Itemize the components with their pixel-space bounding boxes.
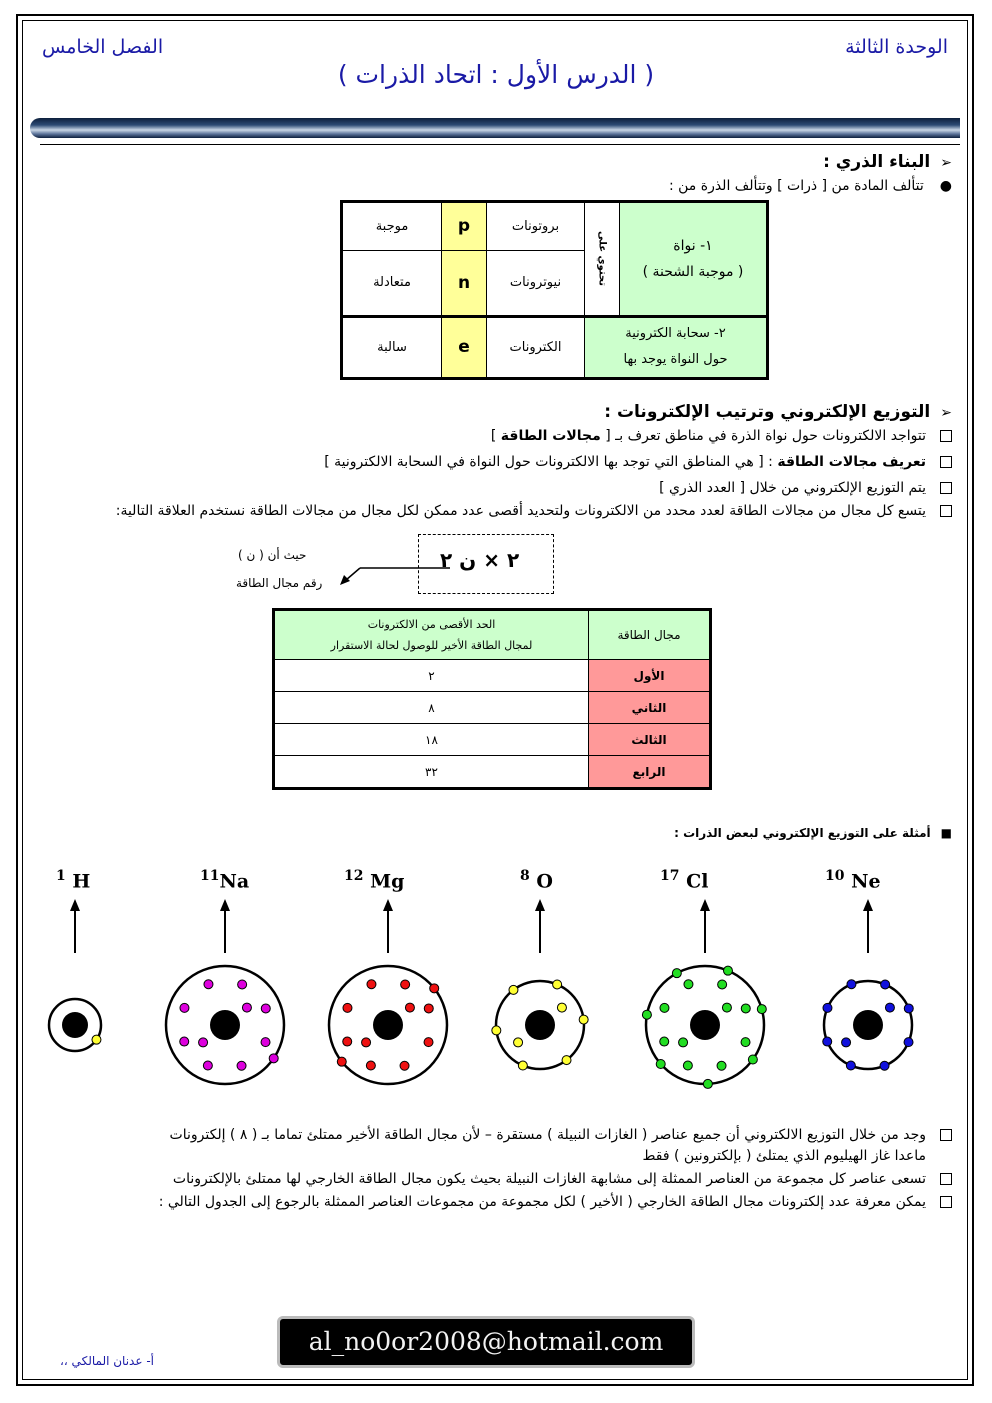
nucleus-contents-label: تحتوي على (596, 231, 608, 287)
electron (180, 1003, 189, 1012)
nucleus-cell (620, 202, 768, 317)
distribution-heading: ➢التوزيع الإلكتروني وترتيب الإلكترونات : (604, 402, 952, 422)
electron (553, 980, 562, 989)
nucleus (373, 1010, 403, 1040)
element-label-cl: $^{17}$ Cl (660, 868, 709, 893)
electron (660, 1037, 669, 1046)
particle-charge: متعادلة (342, 250, 442, 316)
electron (722, 1003, 731, 1012)
pointer-arrow-head-icon (383, 899, 393, 911)
particle-name: بروتونات (487, 202, 585, 251)
particle-charge: موجبة (342, 202, 442, 251)
pointer-arrow-head-icon (700, 899, 710, 911)
electron (579, 1015, 588, 1024)
electron (672, 969, 681, 978)
nucleus (690, 1010, 720, 1040)
level-name: الأول (589, 660, 711, 692)
pointer-arrow-head-icon (535, 899, 545, 911)
electron (557, 1003, 566, 1012)
arrow-bullet-icon: ➢ (940, 155, 952, 171)
level-max: ٣٢ (274, 756, 589, 789)
electron (723, 966, 732, 975)
checkbox-bullet-icon (940, 505, 952, 517)
electron (683, 1061, 692, 1070)
electron (703, 1079, 712, 1088)
nucleus-contents-cell (585, 202, 620, 317)
element-label-mg: $^{12}$ Mg (344, 868, 405, 893)
electron (660, 1003, 669, 1012)
electron (757, 1005, 766, 1014)
electron (337, 1057, 346, 1066)
electron (748, 1055, 757, 1064)
energy-levels-table (272, 608, 712, 790)
electron (679, 1038, 688, 1047)
electron (367, 980, 376, 989)
electron (904, 1004, 913, 1013)
electron (238, 980, 247, 989)
particle-name: نيوترونات (487, 250, 585, 316)
definition-term: تعريف مجالات الطاقة (777, 454, 926, 470)
author-credit: أ- عدنان المالكي ،، (60, 1354, 154, 1368)
formula-note-2: رقم مجال الطاقة (236, 576, 323, 590)
electron (92, 1035, 101, 1044)
nucleus (525, 1010, 555, 1040)
particle-symbol: n (442, 250, 487, 316)
formula-arrow-icon (330, 560, 460, 590)
atomic-structure-intro: ●تتألف المادة من [ ذرات ] وتتألف الذرة من : (668, 178, 952, 194)
electron (718, 980, 727, 989)
max-header-line-1: الحد الأقصى من الالكترونات (367, 618, 496, 631)
element-label-h: $^1$ H (56, 868, 91, 893)
element-label-ne: $^{10}$ Ne (825, 868, 881, 893)
distribution-line-4: يتسع كل مجال من مجالات الطاقة لعدد محدد من الالكترونات ولتحديد أقصى عدد ممكن لكل مجال من مجالات الطاقة نستخدم العلاقة التالية: (116, 503, 952, 519)
electron (261, 1038, 270, 1047)
checkbox-bullet-icon (940, 1129, 952, 1141)
electron (823, 1003, 832, 1012)
electron (366, 1061, 375, 1070)
electron (562, 1056, 571, 1065)
level-max: ٢ (274, 660, 589, 692)
electron (904, 1038, 913, 1047)
atom-components-table (340, 200, 769, 380)
checkbox-bullet-icon (940, 1173, 952, 1185)
level-max: ٨ (274, 692, 589, 724)
nucleus-label: ١- نواة (673, 237, 713, 254)
checkbox-bullet-icon (940, 430, 952, 442)
electron (362, 1038, 371, 1047)
electron (203, 1061, 212, 1070)
level-column-header: مجال الطاقة (589, 610, 711, 660)
element-label-o: $^8$ O (520, 868, 553, 893)
formula-note-1: حيث أن ( ن ) (238, 548, 307, 562)
arrow-bullet-icon: ➢ (940, 405, 952, 421)
electron (261, 1004, 270, 1013)
level-name: الثالث (589, 724, 711, 756)
atom-diagrams (0, 895, 992, 1095)
unit-title: الوحدة الثالثة (845, 36, 948, 58)
checkbox-bullet-icon (940, 456, 952, 468)
nucleus (853, 1010, 883, 1040)
note-1-line-1: وجد من خلال التوزيع الالكتروني أن جميع عناصر ( الغازات النبيلة ) مستقرة – لأن مجال الطاقة الأخير ممتلئ تماما بـ ( ٨ ) إلكترونات (170, 1127, 952, 1143)
electron (180, 1037, 189, 1046)
electron-cloud-cell (585, 316, 768, 378)
electron (400, 1061, 409, 1070)
electron (717, 1061, 726, 1070)
particle-charge: سالبة (342, 316, 442, 378)
electron (430, 984, 439, 993)
electron (401, 980, 410, 989)
electron (424, 1004, 433, 1013)
note-1-line-2: ماعدا غاز الهيليوم الذي يمتلئ ( بإلكترونين ) فقط (642, 1148, 926, 1164)
particle-symbol: e (442, 316, 487, 378)
cloud-line-1: ٢- سحابة الكترونية (625, 326, 726, 342)
distribution-line-2: تعريف مجالات الطاقة : [ هي المناطق التي توجد بها الالكترونات حول النواة في السحابة الالكترونية ] (324, 454, 952, 470)
cloud-line-2: حول النواة يوجد بها (623, 352, 728, 368)
electron (237, 1061, 246, 1070)
electron (199, 1038, 208, 1047)
atomic-structure-heading: ➢البناء الذري : (823, 152, 952, 172)
level-max: ١٨ (274, 724, 589, 756)
electron (405, 1003, 414, 1012)
pointer-arrow-head-icon (220, 899, 230, 911)
electron (823, 1037, 832, 1046)
electron (842, 1038, 851, 1047)
header-divider (40, 144, 960, 145)
electron (424, 1038, 433, 1047)
electron (204, 980, 213, 989)
pointer-arrow-head-icon (863, 899, 873, 911)
electron (514, 1038, 523, 1047)
electron (885, 1003, 894, 1012)
max-header-line-2: لمجال الطاقة الأخير للوصول لحالة الاستقرار (330, 639, 533, 652)
electron (741, 1004, 750, 1013)
electron (642, 1010, 651, 1019)
element-label-na: $^{11}$Na (200, 868, 250, 893)
note-3: يمكن معرفة عدد إلكترونات مجال الطاقة الخارجي ( الأخير ) لكل مجموعة من مجموعات العناصر الممثلة بالرجوع إلى الجدول التالي : (159, 1194, 952, 1210)
electron (881, 980, 890, 989)
electron (880, 1061, 889, 1070)
electron (684, 980, 693, 989)
electron (846, 1061, 855, 1070)
nucleus-charge: ( موجبة الشحنة ) (642, 263, 744, 280)
particle-symbol: p (442, 202, 487, 251)
electron (343, 1003, 352, 1012)
chapter-title: الفصل الخامس (42, 36, 164, 58)
electron (656, 1059, 665, 1068)
electron (847, 980, 856, 989)
electron (343, 1037, 352, 1046)
pointer-arrow-head-icon (70, 899, 80, 911)
email-box[interactable]: al_no0or2008@hotmail.com (277, 1316, 695, 1368)
particle-name: الكترونات (487, 316, 585, 378)
electron (518, 1061, 527, 1070)
electron (492, 1026, 501, 1035)
electron (509, 985, 518, 994)
distribution-line-1: تتواجد الالكترونات حول نواة الذرة في مناطق تعرف بـ [ مجالات الطاقة ] (491, 428, 952, 444)
electron (242, 1003, 251, 1012)
energy-levels-term: مجالات الطاقة (500, 428, 601, 444)
note-2: تسعى عناصر كل مجموعة من العناصر الممثلة إلى مشابهة الغازات النبيلة بحيث يكون مجال الطاقة الخارجي لها ممتلئ بالإلكترونات (173, 1171, 952, 1187)
max-column-header (274, 610, 589, 660)
electron (741, 1038, 750, 1047)
level-name: الرابع (589, 756, 711, 789)
nucleus (62, 1012, 88, 1038)
level-name: الثاني (589, 692, 711, 724)
square-bullet-icon: ■ (940, 826, 952, 840)
checkbox-bullet-icon (940, 482, 952, 494)
distribution-line-3: يتم التوزيع الإلكتروني من خلال [ العدد الذري ] (659, 480, 952, 496)
checkbox-bullet-icon (940, 1196, 952, 1208)
examples-heading: ■أمثلة على التوزيع الإلكتروني لبعض الذرات : (674, 826, 952, 840)
lesson-title: ( الدرس الأول : اتحاد الذرات ) (337, 60, 655, 89)
header-bar (30, 118, 960, 138)
formula: ٢ × ن ٢ (440, 548, 520, 572)
electron (269, 1054, 278, 1063)
dot-bullet-icon: ● (939, 178, 952, 194)
nucleus (210, 1010, 240, 1040)
